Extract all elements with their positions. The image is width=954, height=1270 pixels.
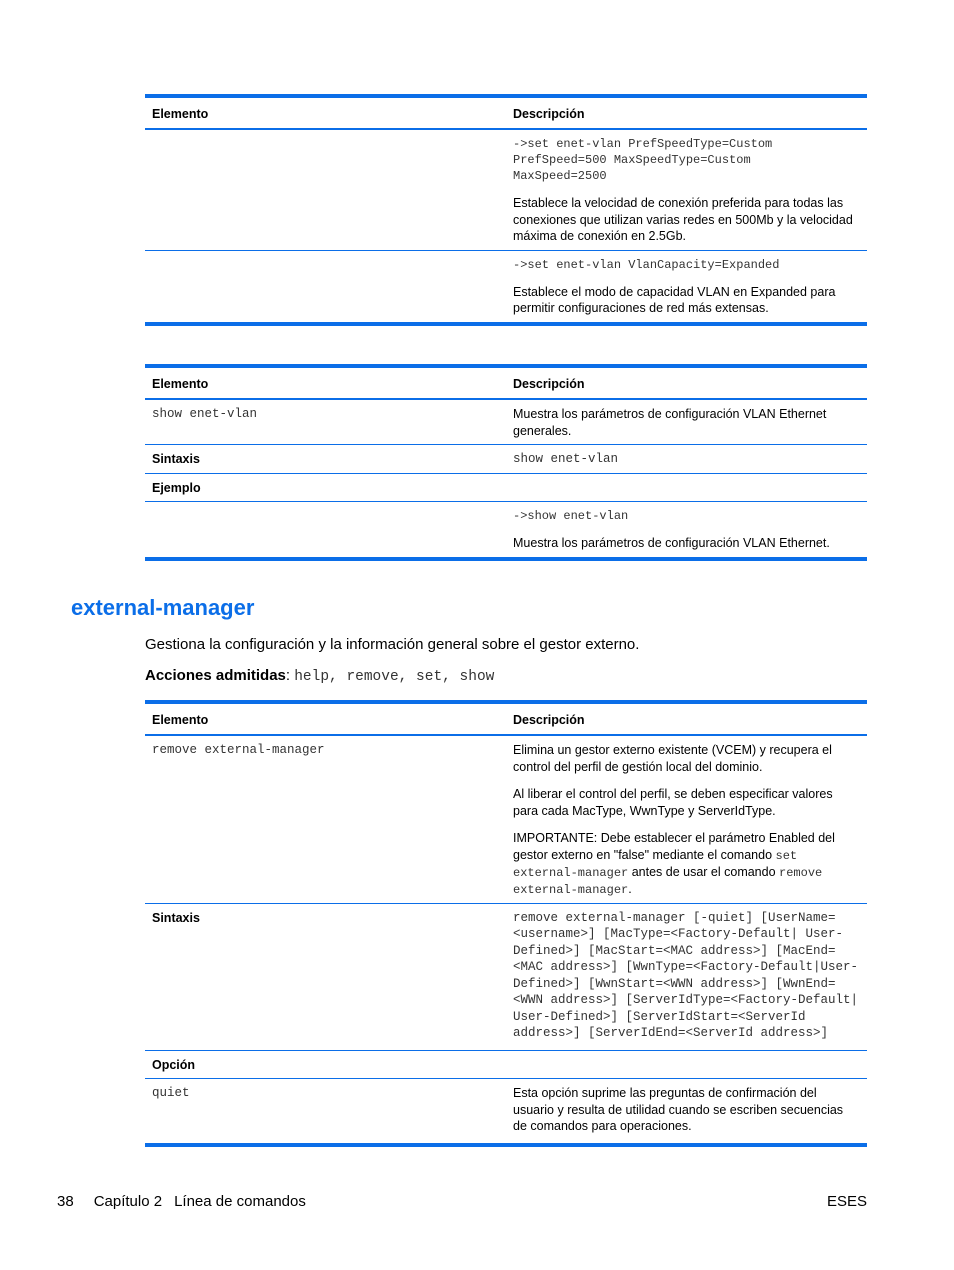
command-example: ->set enet-vlan PrefSpeedType=Custom PrefSpeed=500 MaxSpeedType=Custom MaxSpeed=2500 bbox=[513, 137, 773, 183]
table-row bbox=[145, 445, 867, 474]
description-text: Al liberar el control del perfil, se deben especificar valores para cada MacType, WwnType y ServerIdType. bbox=[513, 787, 833, 818]
description-cell bbox=[506, 502, 867, 559]
show-enet-vlan-table bbox=[145, 364, 867, 561]
empty-cell bbox=[506, 1050, 867, 1079]
table-row bbox=[145, 250, 867, 324]
column-header-descripcion: Descripción bbox=[506, 366, 867, 399]
page-number: 38 bbox=[57, 1193, 74, 1210]
table-row bbox=[145, 399, 867, 445]
external-manager-table bbox=[145, 700, 867, 1147]
empty-cell bbox=[506, 473, 867, 502]
supported-actions bbox=[145, 667, 494, 685]
description-text: Establece la velocidad de conexión preferida para todas las conexiones que utilizan varias redes en 500Mb y la velocidad máxima de conexión en 2.5Gb. bbox=[513, 196, 853, 243]
description-text: Establece el modo de capacidad VLAN en Expanded para permitir configuraciones de red más extensas. bbox=[513, 284, 836, 315]
table-row bbox=[145, 1079, 867, 1145]
continued-table bbox=[145, 94, 867, 326]
section-intro: Gestiona la configuración y la información general sobre el gestor externo. bbox=[145, 636, 640, 653]
description-cell: Muestra los parámetros de configuración VLAN Ethernet generales. bbox=[506, 399, 867, 445]
syntax-label: Sintaxis bbox=[145, 445, 506, 474]
column-header-elemento: Elemento bbox=[145, 366, 506, 399]
column-header-descripcion: Descripción bbox=[506, 96, 867, 129]
description-text: Muestra los parámetros de configuración VLAN Ethernet. bbox=[513, 536, 830, 550]
language-code: ESES bbox=[826, 1193, 867, 1210]
section-title: external-manager bbox=[71, 595, 255, 620]
command-example: ->show enet-vlan bbox=[513, 509, 629, 523]
description-cell bbox=[506, 250, 867, 324]
table-row bbox=[145, 1050, 867, 1079]
table-row bbox=[145, 473, 867, 502]
actions-separator: : bbox=[285, 667, 295, 684]
inline-command: remove external-manager bbox=[513, 865, 823, 897]
description-cell bbox=[506, 129, 867, 250]
chapter-title: Línea de comandos bbox=[174, 1193, 306, 1210]
inline-command: set external-manager bbox=[513, 848, 798, 880]
page-footer bbox=[57, 1193, 306, 1210]
note-text: antes de usar el comando bbox=[628, 864, 780, 879]
syntax-label: Sintaxis bbox=[145, 903, 506, 1050]
syntax-value: remove external-manager [-quiet] [UserName=<username>] [MacType=<Factory-Default| User-Defined>] [MacStart=<MAC address>] [MacEnd=<MAC address>] [WwnType=<Factory-Default|User-Defined>] [WwnStart=<WWN address>] [WwnEnd=<WWN address>] [ServerIdType=<Factory-Default| User-Defined>] [ServerIdStart=<ServerId address>] [ServerIdEnd=<ServerId address>] bbox=[506, 903, 867, 1050]
column-header-elemento: Elemento bbox=[145, 702, 506, 735]
description-text: Elimina un gestor externo existente (VCEM) y recupera el control del perfil de gestión local del dominio. bbox=[513, 743, 832, 774]
element-cell: quiet bbox=[145, 1079, 506, 1145]
note-text: IMPORTANTE: Debe establecer el parámetro Enabled del gestor externo en "false" mediante el comando bbox=[513, 831, 835, 862]
element-cell: remove external-manager bbox=[145, 735, 506, 903]
command-example: ->set enet-vlan VlanCapacity=Expanded bbox=[513, 257, 780, 272]
element-cell bbox=[145, 250, 506, 324]
important-note bbox=[513, 830, 860, 898]
actions-value: help, remove, set, show bbox=[294, 669, 495, 685]
table-row bbox=[145, 129, 867, 250]
description-cell bbox=[506, 735, 867, 903]
note-text: . bbox=[628, 881, 632, 896]
chapter-label: Capítulo 2 bbox=[93, 1193, 163, 1210]
table-row bbox=[145, 735, 867, 903]
table-row bbox=[145, 502, 867, 559]
element-cell: show enet-vlan bbox=[145, 399, 506, 445]
description-cell: Esta opción suprime las preguntas de confirmación del usuario y resulta de utilidad cuando se escriben secuencias de comandos para operaciones. bbox=[506, 1079, 867, 1145]
option-label: Opción bbox=[145, 1050, 506, 1079]
column-header-elemento: Elemento bbox=[145, 96, 506, 129]
syntax-value: show enet-vlan bbox=[506, 445, 867, 474]
element-cell bbox=[145, 502, 506, 559]
actions-label: Acciones admitidas bbox=[145, 667, 286, 684]
example-label: Ejemplo bbox=[145, 473, 506, 502]
table-row bbox=[145, 903, 867, 1050]
element-cell bbox=[145, 129, 506, 250]
column-header-descripcion: Descripción bbox=[506, 702, 867, 735]
